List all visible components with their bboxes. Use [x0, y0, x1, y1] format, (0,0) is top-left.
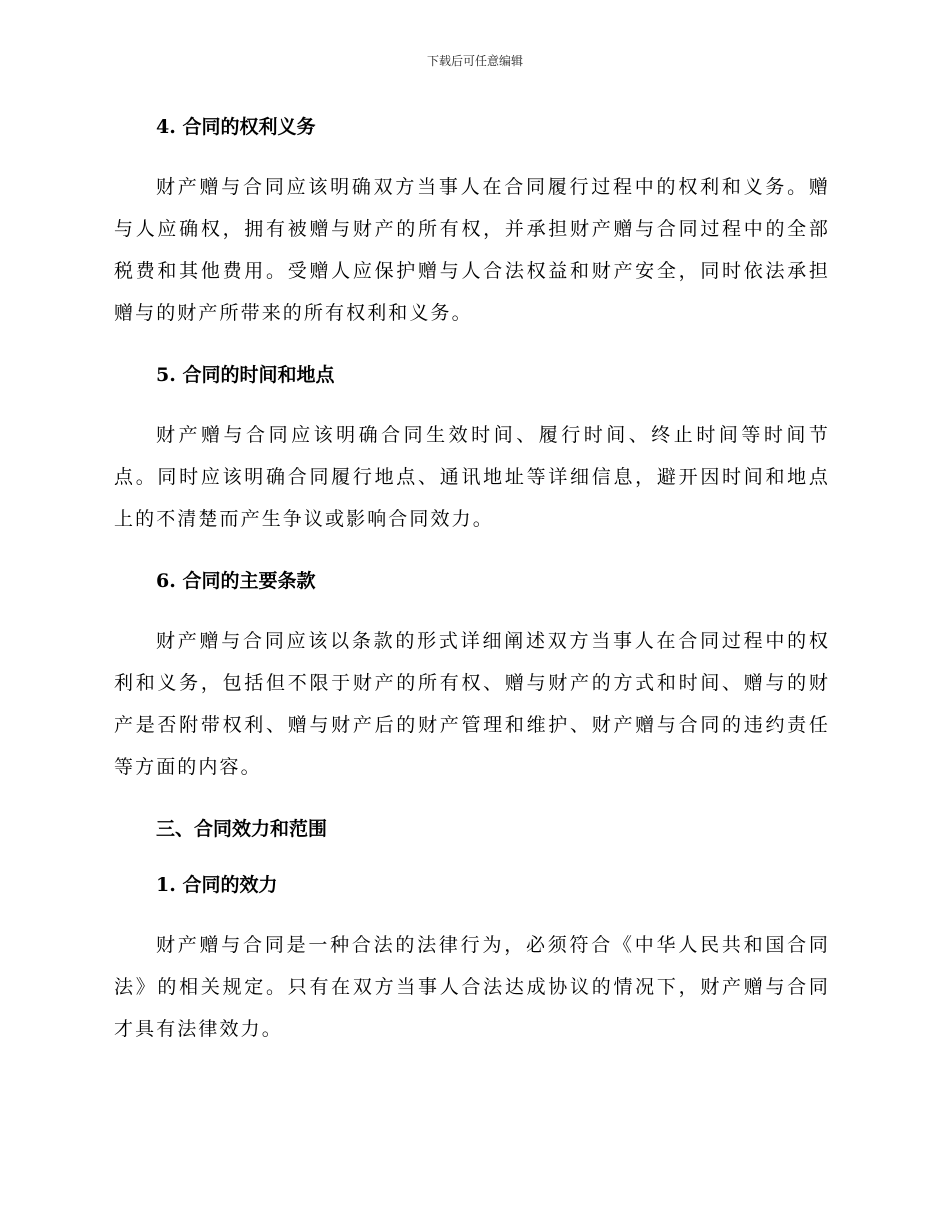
section-heading-1: 1. 合同的效力	[156, 874, 278, 896]
section-paragraph-1: 财产赠与合同是一种合法的法律行为，必须符合《中华人民共和国合同法》的相关规定。只有在双方当事人合法达成协议的情况下，财产赠与合同才具有法律效力。	[114, 934, 830, 1040]
section-heading-6: 6. 合同的主要条款	[156, 570, 316, 592]
section-heading-4: 4. 合同的权利义务	[156, 116, 316, 138]
page-header: 下载后可任意编辑	[426, 54, 523, 68]
section-paragraph-4: 财产赠与合同应该明确双方当事人在合同履行过程中的权利和义务。赠与人应确权，拥有被赠与财产的所有权，并承担财产赠与合同过程中的全部税费和其他费用。受赠人应保护赠与人合法权益和财产安全，同时依法承担赠与的财产所带来的所有权利和义务。	[114, 176, 830, 324]
section-heading-5: 5. 合同的时间和地点	[156, 364, 335, 386]
document-body	[114, 113, 830, 1050]
section-paragraph-6: 财产赠与合同应该以条款的形式详细阐述双方当事人在合同过程中的权利和义务，包括但不限于财产的所有权、赠与财产的方式和时间、赠与的财产是否附带权利、赠与财产后的财产管理和维护、财产赠与合同的违约责任等方面的内容。	[114, 630, 830, 778]
section-paragraph-5: 财产赠与合同应该明确合同生效时间、履行时间、终止时间等时间节点。同时应该明确合同履行地点、通讯地址等详细信息，避开因时间和地点上的不清楚而产生争议或影响合同效力。	[114, 424, 830, 530]
part-heading-3: 三、合同效力和范围	[156, 818, 328, 840]
